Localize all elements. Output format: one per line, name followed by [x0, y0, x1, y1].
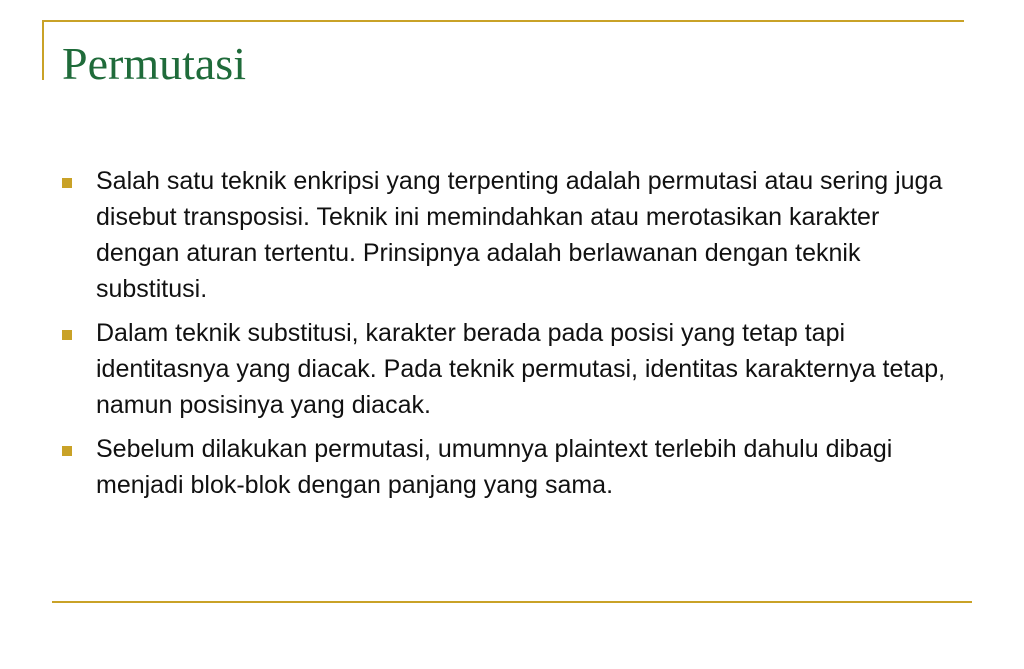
left-border-line [42, 20, 44, 80]
bullet-item [60, 163, 965, 307]
bullet-text: Salah satu teknik enkripsi yang terpenting adalah permutasi atau sering juga disebut transposisi. Teknik ini memindahkan atau merotasikan karakter dengan aturan tertentu. Prinsipnya adalah berlawanan dengan teknik substitusi. [96, 167, 943, 303]
top-border-line [42, 20, 964, 22]
square-bullet-icon [62, 178, 72, 188]
slide-title: Permutasi [62, 38, 246, 89]
bottom-border-line [52, 601, 972, 603]
square-bullet-icon [62, 446, 72, 456]
bullet-item [60, 315, 965, 423]
bullet-list [60, 163, 965, 511]
bullet-text: Sebelum dilakukan permutasi, umumnya plaintext terlebih dahulu dibagi menjadi blok-blok dengan panjang yang sama. [96, 435, 893, 499]
bullet-item [60, 431, 965, 503]
bullet-text: Dalam teknik substitusi, karakter berada pada posisi yang tetap tapi identitasnya yang diacak. Pada teknik permutasi, identitas karakternya tetap, namun posisinya yang diacak. [96, 319, 946, 419]
square-bullet-icon [62, 330, 72, 340]
